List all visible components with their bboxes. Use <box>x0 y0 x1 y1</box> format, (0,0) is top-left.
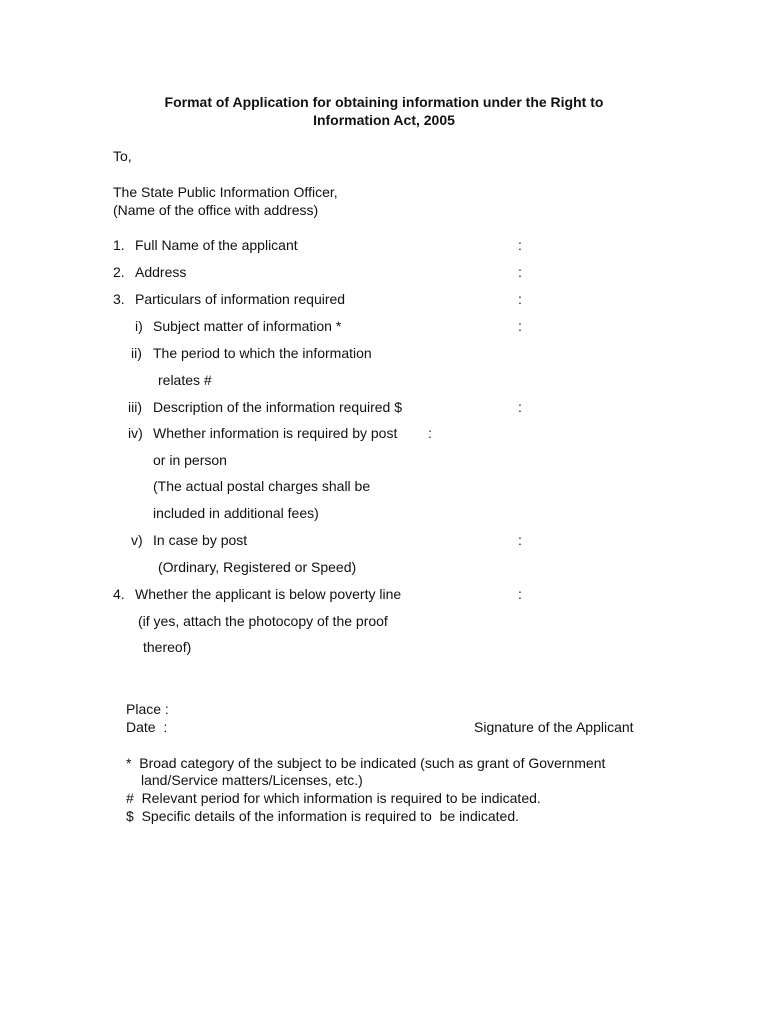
item-note-proof-cont: thereof) <box>143 639 192 655</box>
field-colon: : <box>518 237 522 253</box>
field-colon: : <box>518 318 522 334</box>
addressee-office: (Name of the office with address) <box>113 202 319 218</box>
subitem-number: v) <box>131 532 143 548</box>
field-colon: : <box>518 532 522 548</box>
subitem-label-period-cont: relates # <box>158 372 212 388</box>
field-colon: : <box>518 264 522 280</box>
document-title-line-2: Information Act, 2005 <box>313 112 455 128</box>
subitem-number: iv) <box>128 425 143 441</box>
item-label-particulars: Particulars of information required <box>135 291 346 307</box>
field-colon: : <box>518 399 522 415</box>
footnote-asterisk-cont: land/Service matters/Licenses, etc.) <box>141 772 363 788</box>
field-colon: : <box>518 291 522 307</box>
item-number: 2. <box>113 264 125 280</box>
item-label-poverty-line: Whether the applicant is below poverty line <box>135 586 402 602</box>
document-title-line-1: Format of Application for obtaining information under the Right to <box>164 94 604 110</box>
item-number: 1. <box>113 237 125 253</box>
footnote-hash: # Relevant period for which information is required to be indicated. <box>126 790 541 806</box>
date-label: Date : <box>126 719 168 735</box>
subitem-label-delivery-mode: Whether information is required by post <box>153 425 398 441</box>
subitem-label-description: Description of the information required $ <box>153 399 403 415</box>
footnote-dollar: $ Specific details of the information is required to be indicated. <box>126 808 519 824</box>
subitem-number: iii) <box>128 399 142 415</box>
item-label-full-name: Full Name of the applicant <box>135 237 298 253</box>
place-label: Place : <box>126 701 169 717</box>
field-colon: : <box>428 425 432 441</box>
signature-label: Signature of the Applicant <box>474 719 634 735</box>
item-number: 4. <box>113 586 125 602</box>
salutation: To, <box>113 148 132 164</box>
subitem-note-postal-charges: (The actual postal charges shall be <box>153 478 371 494</box>
item-label-address: Address <box>135 264 187 280</box>
field-colon: : <box>518 586 522 602</box>
item-note-proof: (if yes, attach the photocopy of the proof <box>138 613 388 629</box>
addressee-officer: The State Public Information Officer, <box>113 184 338 200</box>
subitem-note-postal-charges-cont: included in additional fees) <box>153 505 319 521</box>
subitem-label-post-type: In case by post <box>153 532 248 548</box>
subitem-number: i) <box>135 318 143 334</box>
item-number: 3. <box>113 291 125 307</box>
subitem-note-post-options: (Ordinary, Registered or Speed) <box>158 559 357 575</box>
subitem-label-period: The period to which the information <box>153 345 372 361</box>
subitem-label-delivery-mode-cont: or in person <box>153 452 227 468</box>
subitem-label-subject-matter: Subject matter of information * <box>153 318 342 334</box>
footnote-asterisk: * Broad category of the subject to be indicated (such as grant of Government <box>126 755 606 771</box>
subitem-number: ii) <box>131 345 142 361</box>
